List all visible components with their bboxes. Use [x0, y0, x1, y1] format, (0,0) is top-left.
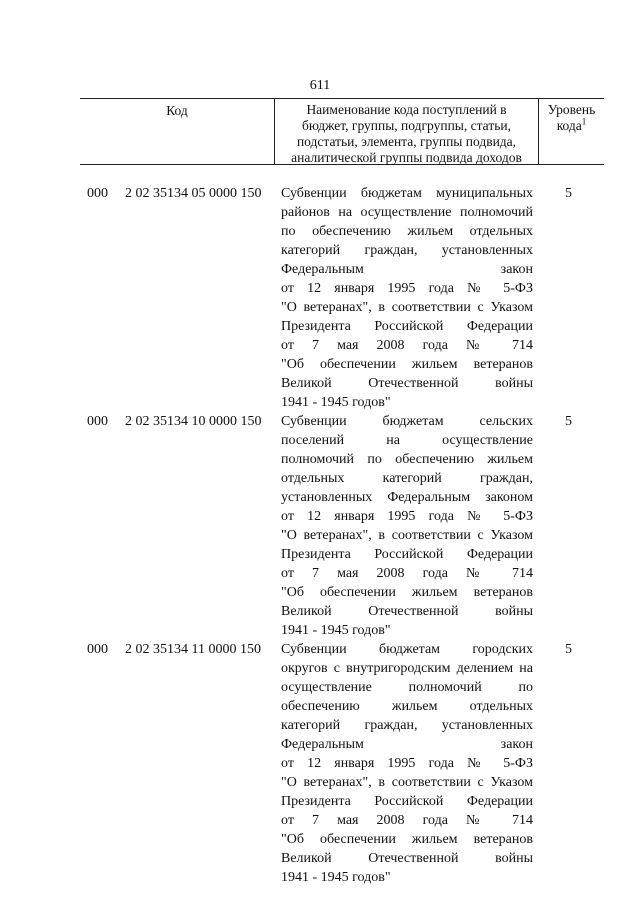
budget-classification-code: 2 02 35134 05 0000 150 [125, 186, 262, 201]
description-line: "Об обеспечении жильем ветеранов [281, 357, 533, 372]
admin-code: 000 [87, 642, 108, 657]
description-line: 1941 - 1945 годов" [281, 623, 391, 638]
description-line: от 7 мая 2008 года № 714 [281, 813, 533, 828]
description-line: от 7 мая 2008 года № 714 [281, 566, 533, 581]
description-line: Великой Отечественной войны [281, 604, 533, 619]
description-line: от 12 января 1995 года № 5-ФЗ [281, 281, 533, 296]
header-level-line: Уровень [547, 102, 596, 117]
description-line: от 7 мая 2008 года № 714 [281, 338, 533, 353]
admin-code: 000 [87, 414, 108, 429]
table-row [80, 412, 604, 640]
description-line: установленных Федеральным законом [281, 490, 533, 505]
header-name [275, 99, 539, 164]
description-line: 1941 - 1945 годов" [281, 870, 391, 885]
header-code: Код [80, 99, 275, 164]
description-line: Великой Отечественной войны [281, 376, 533, 391]
description-line: отдельных категорий граждан, [281, 471, 533, 486]
page-number: 611 [309, 78, 331, 93]
table-row [80, 640, 604, 887]
description-line: округов с внутригородским делением на [281, 661, 533, 676]
description-line: "Об обеспечении жильем ветеранов [281, 832, 533, 847]
admin-code: 000 [87, 186, 108, 201]
footnote-mark: 1 [581, 116, 587, 127]
description-line: 1941 - 1945 годов" [281, 395, 391, 410]
code-level: 5 [565, 642, 572, 657]
description-line: Федеральным закон [281, 262, 533, 277]
description-line: по обеспечению жильем отдельных [281, 224, 533, 239]
description-line: осуществление полномочий по [281, 680, 533, 695]
header-level [539, 99, 604, 164]
header-level-line-2 [539, 118, 604, 134]
header-name-line: подстатьи, элемента, группы подвида, [296, 134, 517, 149]
code-description [281, 412, 533, 640]
description-line: категорий граждан, установленных [281, 718, 533, 733]
description-line: от 12 января 1995 года № 5-ФЗ [281, 509, 533, 524]
description-line: поселений на осуществление [281, 433, 533, 448]
description-line: "О ветеранах", в соответствии с Указом [281, 775, 533, 790]
code-level: 5 [565, 414, 572, 429]
description-line: районов на осуществление полномочий [281, 205, 533, 220]
header-name-line: аналитической группы подвида доходов [291, 150, 522, 165]
table-header [80, 98, 604, 165]
budget-classification-code: 2 02 35134 10 0000 150 [125, 414, 262, 429]
description-line: Великой Отечественной войны [281, 851, 533, 866]
header-level-word: кода [556, 118, 582, 133]
description-line: Федеральным закон [281, 737, 533, 752]
code-description [281, 184, 533, 412]
table-body [80, 184, 604, 887]
description-line: Президента Российской Федерации [281, 547, 533, 562]
table-row [80, 184, 604, 412]
budget-classification-code: 2 02 35134 11 0000 150 [125, 642, 261, 657]
description-line: Субвенции бюджетам сельских [281, 414, 533, 429]
description-line: Субвенции бюджетам муниципальных [281, 186, 533, 201]
header-name-line: бюджет, группы, подгруппы, статьи, [302, 118, 511, 133]
description-line: от 12 января 1995 года № 5-ФЗ [281, 756, 533, 771]
description-line: Субвенции бюджетам городских [281, 642, 533, 657]
code-description [281, 640, 533, 887]
description-line: "О ветеранах", в соответствии с Указом [281, 300, 533, 315]
header-name-line: Наименование кода поступлений в [306, 102, 507, 117]
code-level: 5 [565, 186, 572, 201]
description-line: "О ветеранах", в соответствии с Указом [281, 528, 533, 543]
description-line: "Об обеспечении жильем ветеранов [281, 585, 533, 600]
description-line: полномочий по обеспечению жильем [281, 452, 533, 467]
description-line: Президента Российской Федерации [281, 319, 533, 334]
description-line: обеспечению жильем отдельных [281, 699, 533, 714]
description-line: Президента Российской Федерации [281, 794, 533, 809]
description-line: категорий граждан, установленных [281, 243, 533, 258]
